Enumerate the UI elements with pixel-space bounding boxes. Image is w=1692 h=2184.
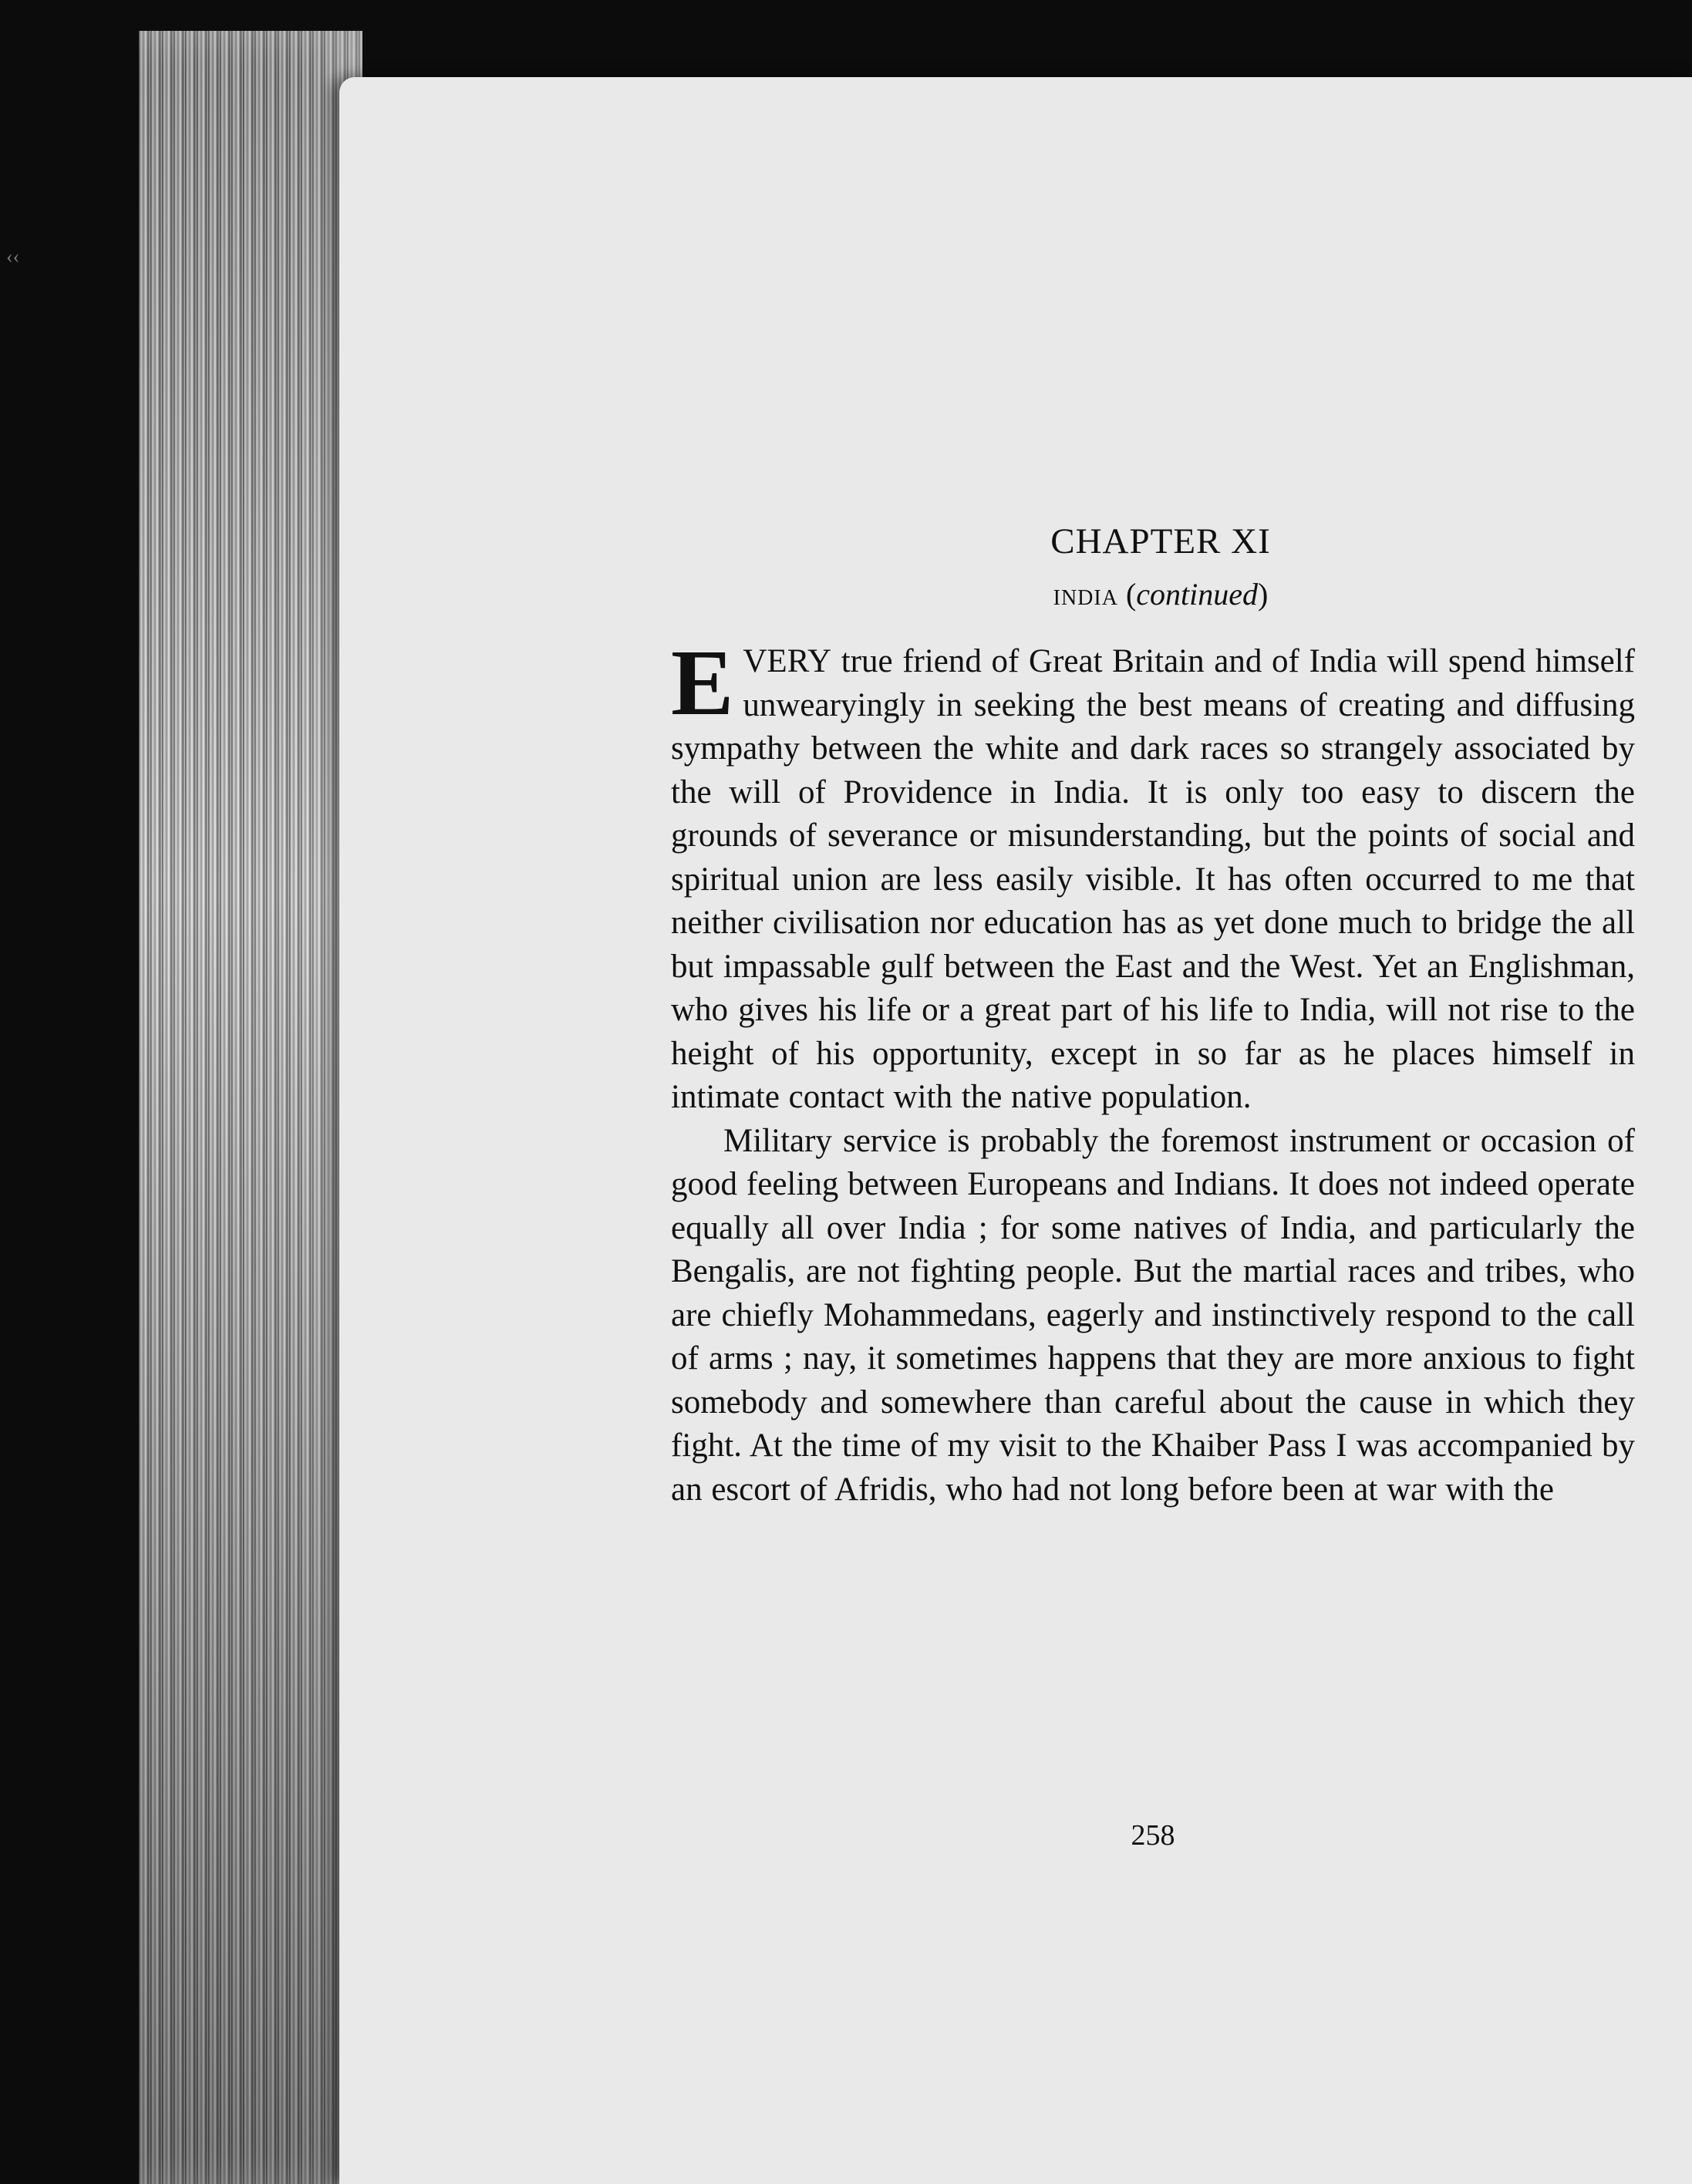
paragraph-2: Military service is probably the foremost instrument or occasion of good feeling between Europeans and Indians. It does not indeed operate equally all over India ; for some natives of India, and particularly the Bengalis, are not fighting people. But the martial races and tribes, who are chiefly Mohammedans, eagerly and instinctively respond to the call of arms ; nay, it sometimes happens that they are more anxious to fight somebody and somewhere than careful about the cause in which they fight. At the time of my visit to the Khaiber Pass I was accompanied by an escort of Afridis, who had not long before been at war with the	[671, 1122, 1635, 1508]
book-page	[339, 77, 1692, 2184]
page-text-block	[671, 521, 1635, 1512]
chapter-title: CHAPTER XI	[1050, 521, 1271, 561]
subtitle-paren-open: (	[1117, 577, 1137, 612]
paragraph-1	[671, 631, 1635, 1120]
chapter-subtitle	[671, 576, 1635, 612]
paragraph-1-text: true friend of Great Britain and of India will spend himself unwearyingly in seeking the best means of creating and diffusing sympathy between the white and dark races so strangely associated by the will of Providence in India. It is only too easy to discern the grounds of severance or misunderstanding, but the points of social and spiritual union are less easily visible. It has often occurred to me that neither civilisation nor education has as yet done much to bridge the all but impassable gulf between the East and the West. Yet an Englishman, who gives his life or a great part of his life to India, will not rise to the height of his opportunity, except in so far as he places himself in intimate contact with the native population.	[671, 643, 1635, 1115]
subtitle-paren-close: )	[1258, 577, 1269, 612]
subtitle-italic: continued	[1136, 577, 1259, 612]
page-edges	[139, 31, 362, 2184]
paragraph-1-lead: VERY	[743, 643, 832, 679]
page-number: 258	[1131, 1819, 1175, 1852]
subtitle-main: india	[1053, 577, 1118, 612]
drop-cap: E	[671, 631, 734, 735]
margin-mark: ‹‹	[6, 245, 20, 268]
